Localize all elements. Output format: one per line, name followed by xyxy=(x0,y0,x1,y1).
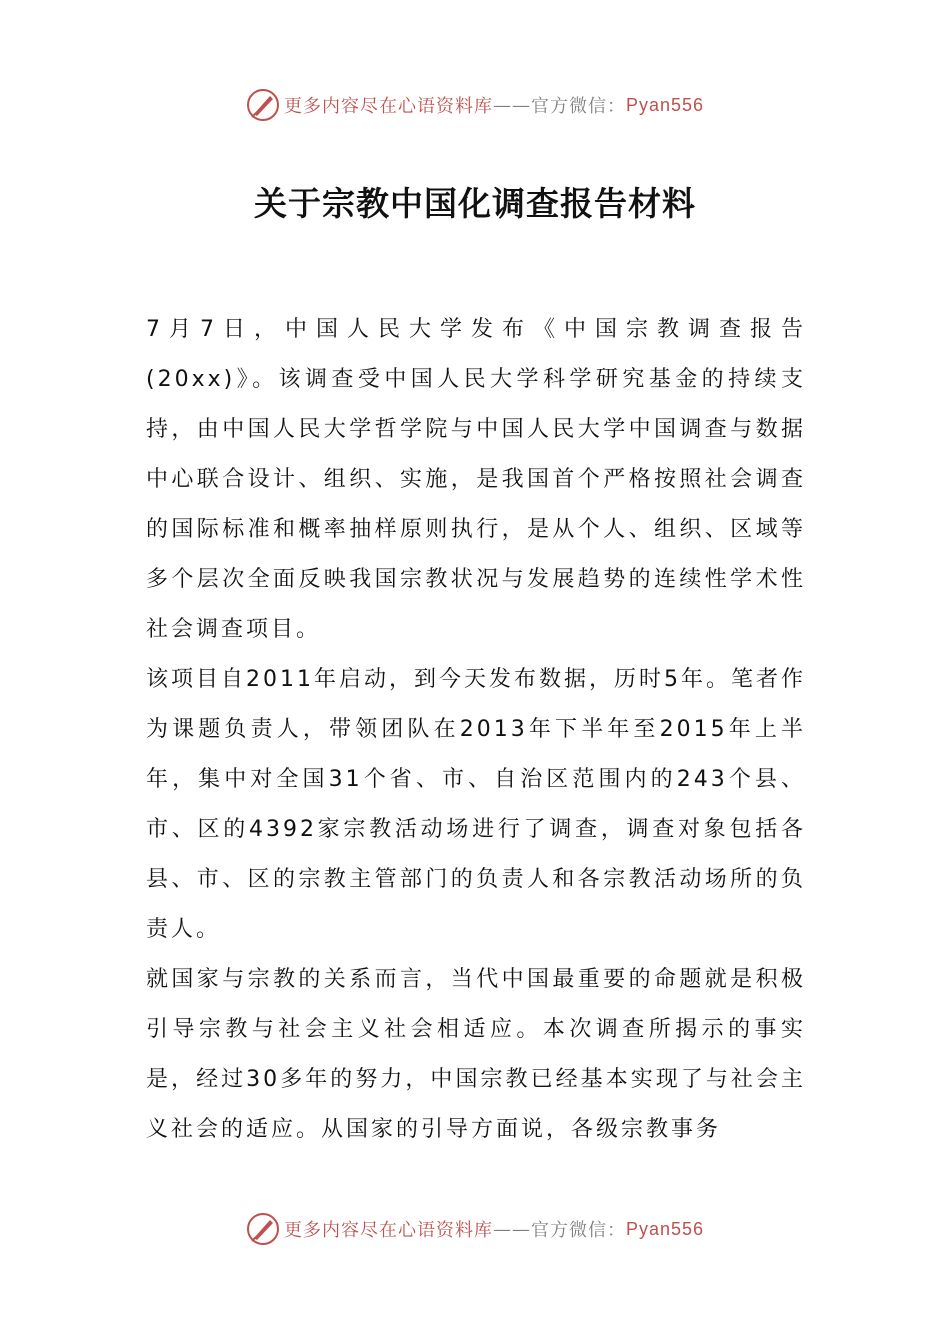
banner-dash: —— xyxy=(492,1218,531,1240)
document-title: 关于宗教中国化调查报告材料 xyxy=(254,184,696,223)
quill-logo-icon xyxy=(246,88,280,122)
paragraph-2: 该项目自2011年启动，到今天发布数据，历时5年。笔者作为课题负责人，带领团队在2013年下半年至2015年上半年，集中对全国31个省、市、自治区范围内的243个县、市、区的4392家宗教活动场进行了调查，调查对象包括各县、市、区的宗教主管部门的负责人和各宗教活动场所的负责人。 xyxy=(146,667,806,942)
paragraph-1: 7月7日，中国人民大学发布《中国宗教调查报告(20xx)》。该调查受中国人民大学科学研究基金的持续支持，由中国人民大学哲学院与中国人民大学中国调查与数据中心联合设计、组织、实施，是我国首个严格按照社会调查的国际标准和概率抽样原则执行，是从个人、组织、区域等多个层次全面反映我国宗教状况与发展趋势的连续性学术性社会调查项目。 xyxy=(146,317,806,642)
banner-slogan: 更多内容尽在心语资料库 xyxy=(283,96,493,117)
banner-dash: —— xyxy=(492,94,531,116)
banner-wechat-id: Pyan556 xyxy=(625,1218,705,1239)
document-body xyxy=(146,305,806,1155)
header-banner xyxy=(0,88,950,122)
banner-slogan: 更多内容尽在心语资料库 xyxy=(283,1220,493,1241)
banner-wechat-label: 官方微信： xyxy=(530,96,626,117)
quill-logo-icon xyxy=(246,1212,280,1246)
footer-banner xyxy=(0,1212,950,1246)
banner-wechat-label: 官方微信： xyxy=(530,1220,626,1241)
banner-wechat-id: Pyan556 xyxy=(625,94,705,115)
paragraph-3: 就国家与宗教的关系而言，当代中国最重要的命题就是积极引导宗教与社会主义社会相适应。本次调查所揭示的事实是，经过30多年的努力，中国宗教已经基本实现了与社会主义社会的适应。从国家的引导方面说，各级宗教事务 xyxy=(146,967,806,1142)
